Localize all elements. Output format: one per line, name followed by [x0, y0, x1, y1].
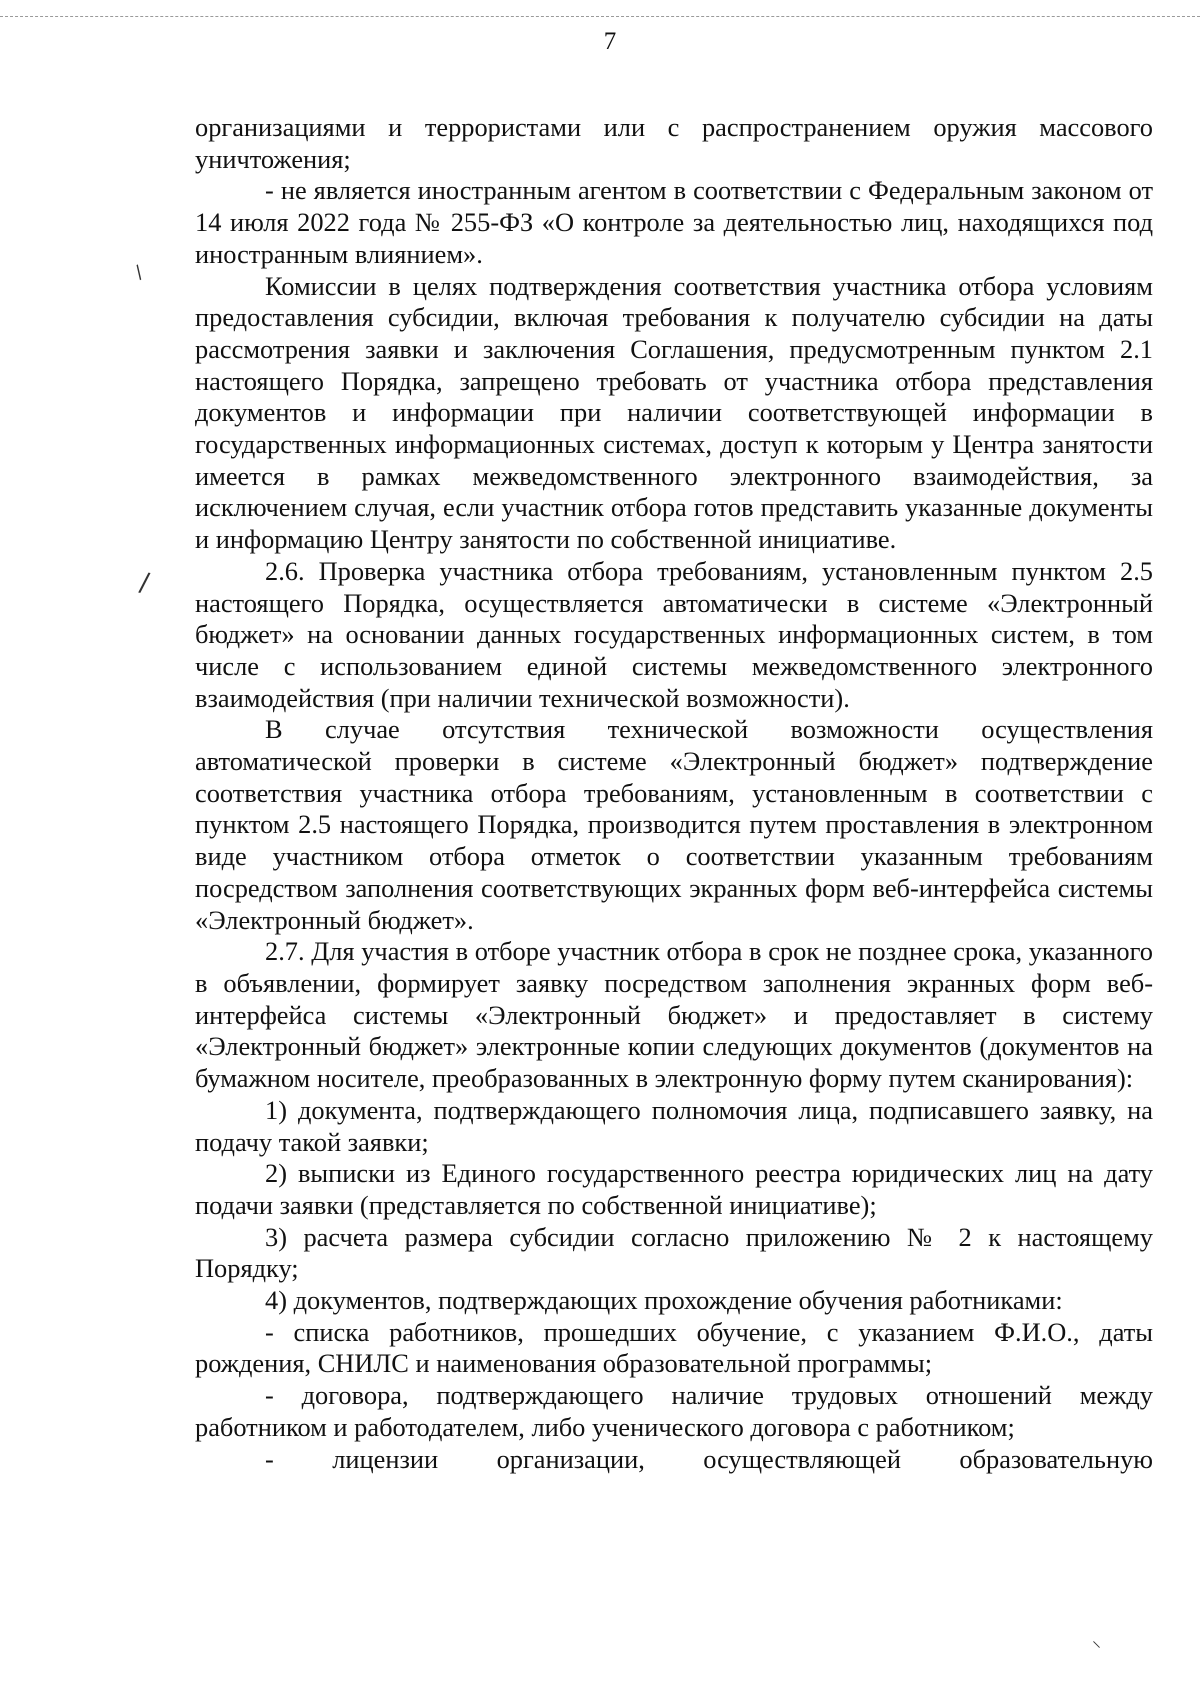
paragraph: - не является иностранным агентом в соответствии с Федеральным законом от 14 июля 2022 года № 255-ФЗ «О контроле за деятельностью лиц, находящихся под иностранным влиянием».	[195, 175, 1153, 269]
list-item: 4) документов, подтверждающих прохождение обучения работниками:	[265, 1285, 1063, 1316]
paragraph: организациями и террористами или с распространением оружия массового уничтожения;	[195, 112, 1153, 174]
list-item: 3) расчета размера субсидии согласно приложению № 2 к настоящему Порядку;	[195, 1221, 1153, 1284]
paragraph: 2.6. Проверка участника отбора требованиям, установленным пунктом 2.5 настоящего Порядка, осуществляется автоматически в системе «Электронный бюджет» на основании данных государственных информационных систем, в том числе с использованием единой системы межведомственного электронного взаимодействия (при наличии технической возможности).	[195, 555, 1153, 713]
margin-pen-mark: /	[131, 261, 147, 284]
paragraph: 2.7. Для участия в отборе участник отбора в срок не позднее срока, указанного в объявлении, формирует заявку посредством заполнения экранных форм веб-интерфейса системы «Электронный бюджет» и предоставляет в систему «Электронный бюджет» электронные копии следующих документов (документов на бумажном носителе, преобразованных в электронную форму путем сканирования):	[195, 936, 1153, 1094]
list-item: 1) документа, подтверждающего полномочия лица, подписавшего заявку, на подачу такой заявки;	[195, 1094, 1153, 1157]
paragraph: В случае отсутствия технической возможности осуществления автоматической проверки в системе «Электронный бюджет» подтверждение соответствия участника отбора требованиям, установленным в соответствии с пунктом 2.5 настоящего Порядка, производится путем проставления в электронном виде участником отбора отметок о соответствии указанным требованиям посредством заполнения соответствующих экранных форм веб-интерфейса системы «Электронный бюджет».	[195, 714, 1153, 935]
document-body	[195, 112, 1153, 1475]
page-top-edge-line	[0, 16, 1200, 17]
list-item: 2) выписки из Единого государственного реестра юридических лиц на дату подачи заявки (представляется по собственной инициативе);	[195, 1158, 1153, 1220]
scan-speck-mark: ⸌	[1092, 1638, 1101, 1659]
sub-list-item: - лицензии организации, осуществляющей образовательную	[265, 1443, 1153, 1474]
margin-pen-mark: /	[137, 567, 152, 599]
sub-list-item: - списка работников, прошедших обучение, с указанием Ф.И.О., даты рождения, СНИЛС и наименования образовательной программы;	[195, 1316, 1153, 1379]
page-number: 7	[603, 28, 617, 55]
paragraph: Комиссии в целях подтверждения соответствия участника отбора условиям предоставления субсидии, включая требования к получателю субсидии на даты рассмотрения заявки и заключения Соглашения, предусмотренным пунктом 2.1 настоящего Порядка, запрещено требовать от участника отбора представления документов и информации при наличии соответствующей информации в государственных информационных системах, доступ к которым у Центра занятости имеется в рамках межведомственного электронного взаимодействия, за исключением случая, если участник отбора готов представить указанные документы и информацию Центру занятости по собственной инициативе.	[195, 270, 1153, 555]
sub-list-item: - договора, подтверждающего наличие трудовых отношений между работником и работодателем, либо ученического договора с работником;	[195, 1380, 1153, 1442]
